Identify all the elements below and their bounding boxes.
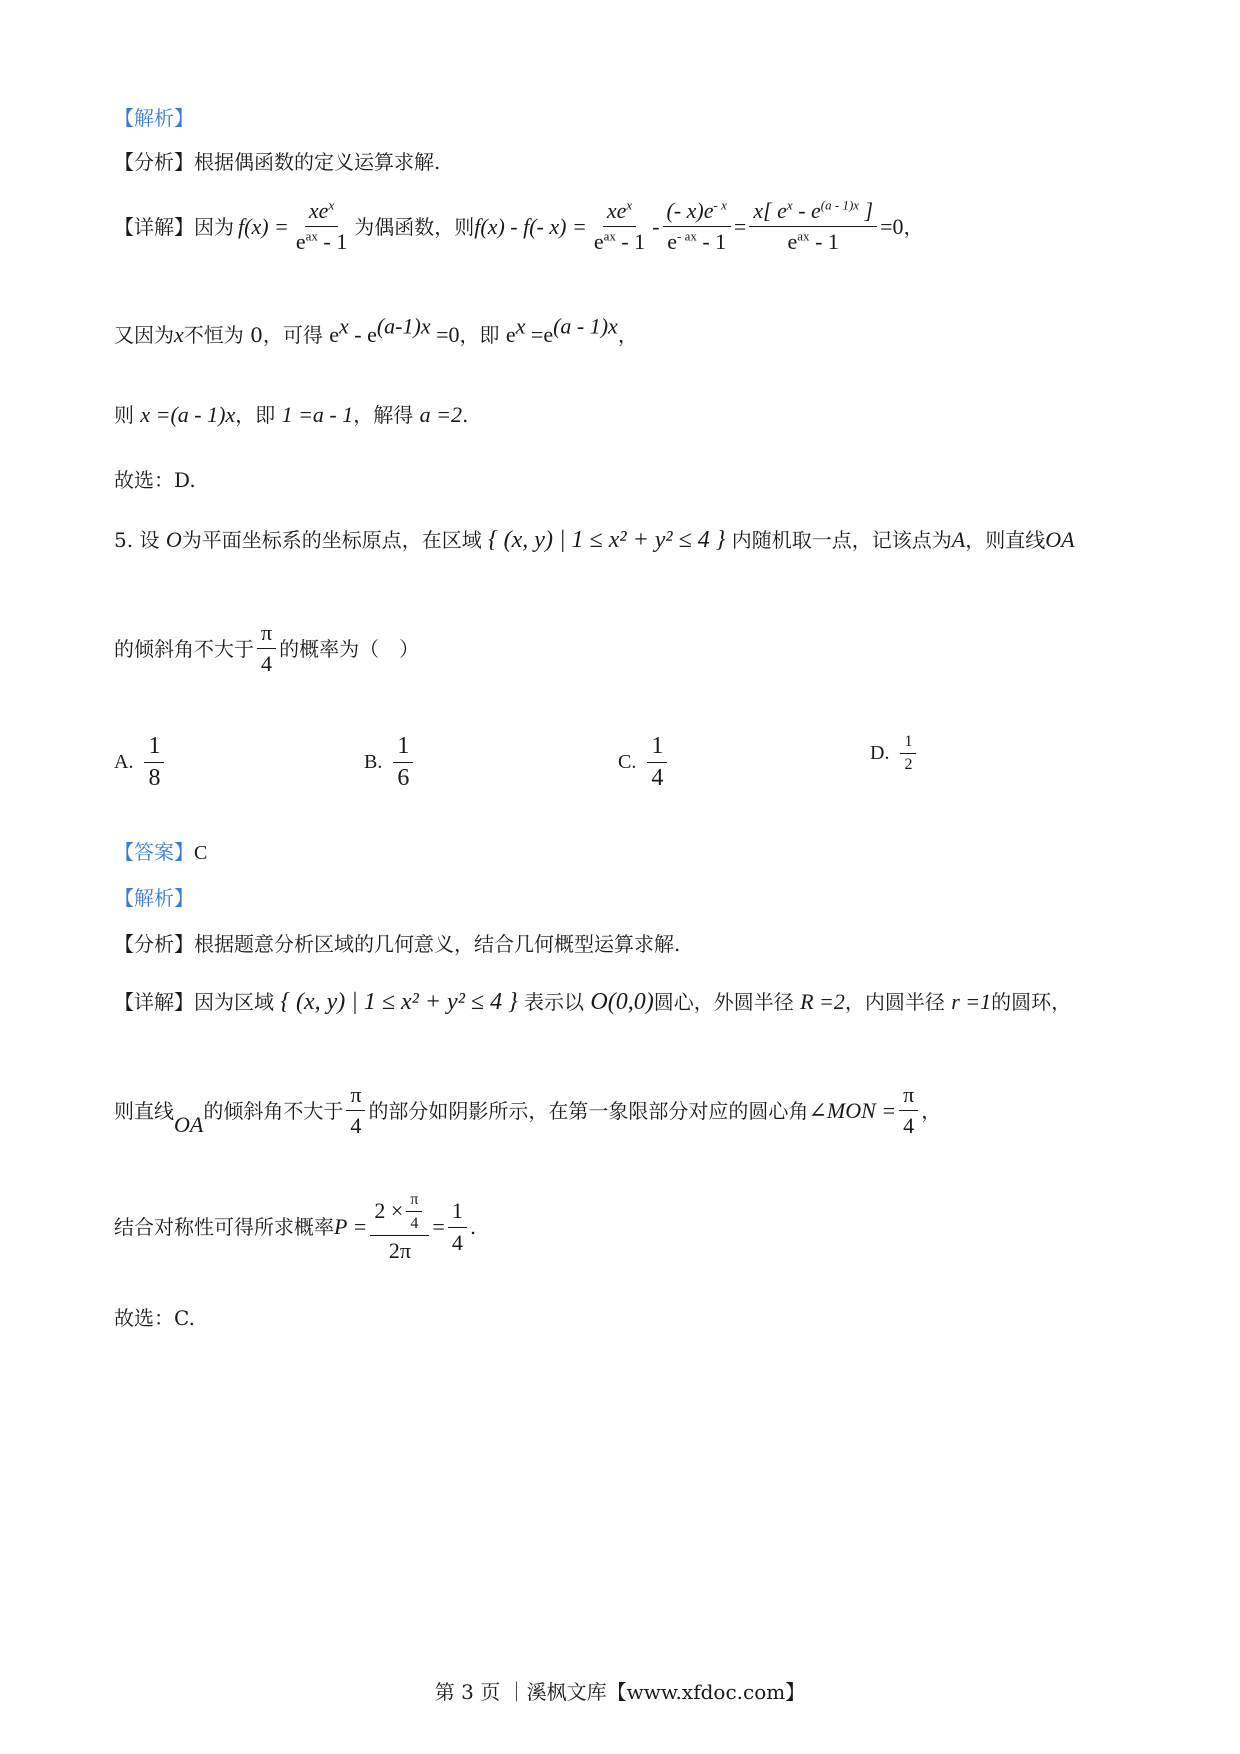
d-den3-sup: ax: [797, 229, 810, 245]
then-text-4: .: [461, 403, 469, 427]
equals-sign: =: [733, 213, 747, 239]
analysis-paragraph: [114, 150, 440, 174]
equals-zero: =0: [880, 213, 904, 239]
prob-text-2: .: [469, 1215, 477, 1240]
question-text-3: ，则直线: [965, 528, 1046, 552]
prob-result-num: 1: [448, 1198, 467, 1227]
detail2-text-5: 的圆环，: [991, 990, 1072, 1014]
then-paragraph: [114, 402, 468, 428]
shaded-text-4: ，: [921, 1098, 942, 1123]
option-a-num: 1: [144, 733, 164, 763]
prob-result-den: 4: [451, 1229, 463, 1255]
origin-o: O: [165, 527, 182, 552]
option-d: [870, 733, 919, 774]
question-number: 5. 设: [114, 528, 160, 552]
prob-equals: =: [432, 1214, 445, 1240]
d-den2: e: [667, 229, 677, 255]
analysis-tag: 【分析】: [114, 150, 194, 174]
detail-text-2: 为偶函数，则: [354, 214, 475, 239]
prob-fraction: [370, 1190, 429, 1265]
option-b-label: B.: [364, 751, 383, 773]
d-num1-sup: x: [626, 197, 633, 213]
f-den: e: [295, 229, 306, 255]
detail2-text-2: 表示以: [524, 990, 585, 1014]
d-num3-sup: x: [786, 197, 793, 213]
d-num3-mid: - e: [792, 198, 821, 223]
diff-fraction-3: [749, 198, 877, 256]
then-math-2: 1 =a - 1: [281, 402, 354, 427]
option-d-den: 2: [904, 756, 913, 773]
analysis-tag-2: 【分析】: [114, 932, 194, 956]
question-text-1: 为平面坐标系的坐标原点，在区域: [181, 528, 482, 552]
detail-paragraph: [114, 198, 924, 256]
e2-mid: =e: [525, 322, 554, 347]
e2-sup2: (a - 1)x: [553, 313, 618, 339]
choice-d-conclusion: 故选：D.: [114, 468, 196, 492]
option-b-den: 6: [397, 765, 410, 791]
question-5-line-2: [114, 620, 419, 678]
pi-over-4-fraction: [257, 620, 276, 678]
d-den2-sup: - ax: [676, 229, 697, 245]
d-num2-sup: - x: [713, 197, 727, 213]
analysis-heading: 【解析】: [114, 106, 194, 130]
d-num1: xe: [606, 198, 627, 223]
detail-tag-2: 【详解】: [114, 990, 194, 1014]
e1-tail: =0: [430, 322, 460, 347]
exp-equation-1: [329, 313, 460, 347]
detail-text-3: ，: [903, 214, 924, 239]
option-c-fraction: [647, 733, 667, 792]
since-text-4: ，: [617, 323, 638, 347]
line-oa-2: OA: [174, 1111, 204, 1137]
region-set-2: { (x, y) | 1 ≤ x² + y² ≤ 4 }: [280, 989, 518, 1015]
d-den1-sup: ax: [603, 229, 616, 245]
d-den2-tail: - 1: [696, 229, 727, 255]
option-b-fraction: [393, 733, 413, 792]
origin-point: O(0,0): [590, 989, 654, 1015]
since-text-1: 又因为: [114, 323, 174, 347]
prob-num-a: 2 ×: [374, 1198, 404, 1224]
var-x: x: [174, 322, 184, 347]
detail-paragraph-2: [114, 988, 1071, 1017]
prob-den: 2π: [388, 1238, 411, 1264]
then-text-1: 则: [114, 403, 134, 427]
since-text-2: 不恒为 0，可得: [183, 323, 323, 347]
since-text-3: ，即: [459, 323, 500, 347]
analysis-text: 根据偶函数的定义运算求解.: [194, 150, 441, 174]
f-den-sup: ax: [305, 229, 318, 245]
detail-tag: 【详解】: [114, 214, 194, 239]
detail2-text-4: ，内圆半径: [844, 990, 945, 1014]
diff-fraction-1: [590, 198, 649, 256]
angle-den: 4: [903, 1113, 915, 1139]
diff-fraction-2: [663, 198, 731, 256]
choice-c-conclusion: 故选：C.: [114, 1306, 195, 1330]
d-num2: (- x)e: [666, 198, 714, 223]
e1-sup: x: [338, 313, 349, 339]
f-num-sup: x: [328, 197, 335, 213]
d-den1: e: [593, 229, 604, 255]
option-b: [364, 733, 416, 792]
since-paragraph: [114, 313, 638, 348]
option-a: [114, 733, 167, 792]
point-a: A: [951, 527, 966, 552]
angle-num: π: [899, 1082, 918, 1111]
question-text-2: 内随机取一点，记该点为: [731, 528, 952, 552]
detail2-text-1: 因为区域: [194, 990, 274, 1014]
d-den3-tail: - 1: [809, 229, 839, 255]
option-a-label: A.: [114, 751, 134, 773]
angle-mon: ∠MON =: [808, 1097, 897, 1123]
diff-expression: f(x) - f(- x) =: [474, 213, 587, 239]
e1: e: [329, 322, 339, 347]
line-oa: OA: [1045, 527, 1075, 552]
prob-inner-num: π: [406, 1190, 422, 1212]
analysis-heading-2: 【解析】: [114, 886, 194, 910]
then-text-3: ，解得: [353, 403, 414, 427]
analysis-text-2: 根据题意分析区域的几何意义，结合几何概型运算求解.: [194, 932, 681, 956]
option-d-fraction: [900, 733, 916, 774]
shaded-text-2: 的倾斜角不大于: [203, 1098, 344, 1123]
option-d-label: D.: [870, 742, 890, 764]
d-den1-tail: - 1: [615, 229, 646, 255]
question-text-4: 的倾斜角不大于: [114, 636, 254, 661]
outer-radius: R =2: [800, 989, 845, 1014]
prob-inner-den: 4: [410, 1215, 419, 1233]
then-text-2: ，即: [235, 403, 276, 427]
pi-over-4-fraction-2: [346, 1082, 365, 1140]
prob-text-1: 结合对称性可得所求概率: [114, 1215, 334, 1240]
region-set: { (x, y) | 1 ≤ x² + y² ≤ 4 }: [488, 527, 726, 553]
e2: e: [505, 322, 516, 347]
option-a-den: 8: [148, 765, 161, 791]
d-num3: x[ e: [753, 198, 787, 223]
pi-den: 4: [261, 651, 273, 677]
shaded-text-3: 的部分如阴影所示，在第一象限部分对应的圆心角: [368, 1098, 809, 1123]
e1-mid: - e: [348, 322, 377, 347]
pi-num: π: [257, 620, 276, 649]
e2-sup: x: [515, 313, 526, 339]
detail-text-1: 因为: [194, 214, 234, 239]
shaded-paragraph: [114, 1082, 941, 1140]
pi-den-2: 4: [350, 1113, 362, 1139]
question-text-5: 的概率为（ ）: [279, 636, 420, 661]
shaded-text-1: 则直线: [114, 1098, 174, 1123]
inner-radius: r =1: [951, 989, 992, 1014]
option-c: [618, 733, 670, 792]
option-c-label: C.: [618, 751, 637, 773]
prob-num-inner-fraction: [406, 1190, 422, 1233]
then-math-3: a =2: [419, 402, 462, 427]
d-den3: e: [787, 229, 798, 255]
minus-sign: -: [652, 213, 660, 239]
exp-equation-2: [505, 313, 618, 347]
question-5-line-1: [114, 526, 1075, 555]
option-c-den: 4: [651, 765, 664, 791]
answer-tag: 【答案】: [114, 840, 194, 864]
e1-sup2: (a-1)x: [376, 313, 431, 339]
d-num3-tail: ]: [859, 198, 874, 223]
option-d-num: 1: [900, 733, 916, 754]
f-lhs: f(x) =: [238, 213, 289, 239]
page-footer: 第 3 页 ｜溪枫文库【www.xfdoc.com】: [434, 1680, 806, 1704]
analysis-paragraph-2: [114, 932, 680, 956]
option-a-fraction: [144, 733, 164, 792]
f-den-tail: - 1: [317, 229, 348, 255]
pi-num-2: π: [346, 1082, 365, 1111]
option-c-num: 1: [647, 733, 667, 763]
detail2-text-3: 圆心，外圆半径: [653, 990, 794, 1014]
f-fraction: [292, 198, 351, 256]
answer-line: [114, 840, 207, 865]
probability-paragraph: [114, 1190, 476, 1265]
option-b-num: 1: [393, 733, 413, 763]
f-num: xe: [308, 198, 329, 223]
angle-fraction: [899, 1082, 918, 1140]
then-math-1: x =(a - 1)x: [140, 402, 236, 427]
prob-p: P =: [334, 1214, 368, 1240]
prob-result: [448, 1198, 467, 1256]
d-num3-sup2: (a - 1)x: [820, 197, 860, 213]
answer-value: C: [194, 842, 208, 864]
